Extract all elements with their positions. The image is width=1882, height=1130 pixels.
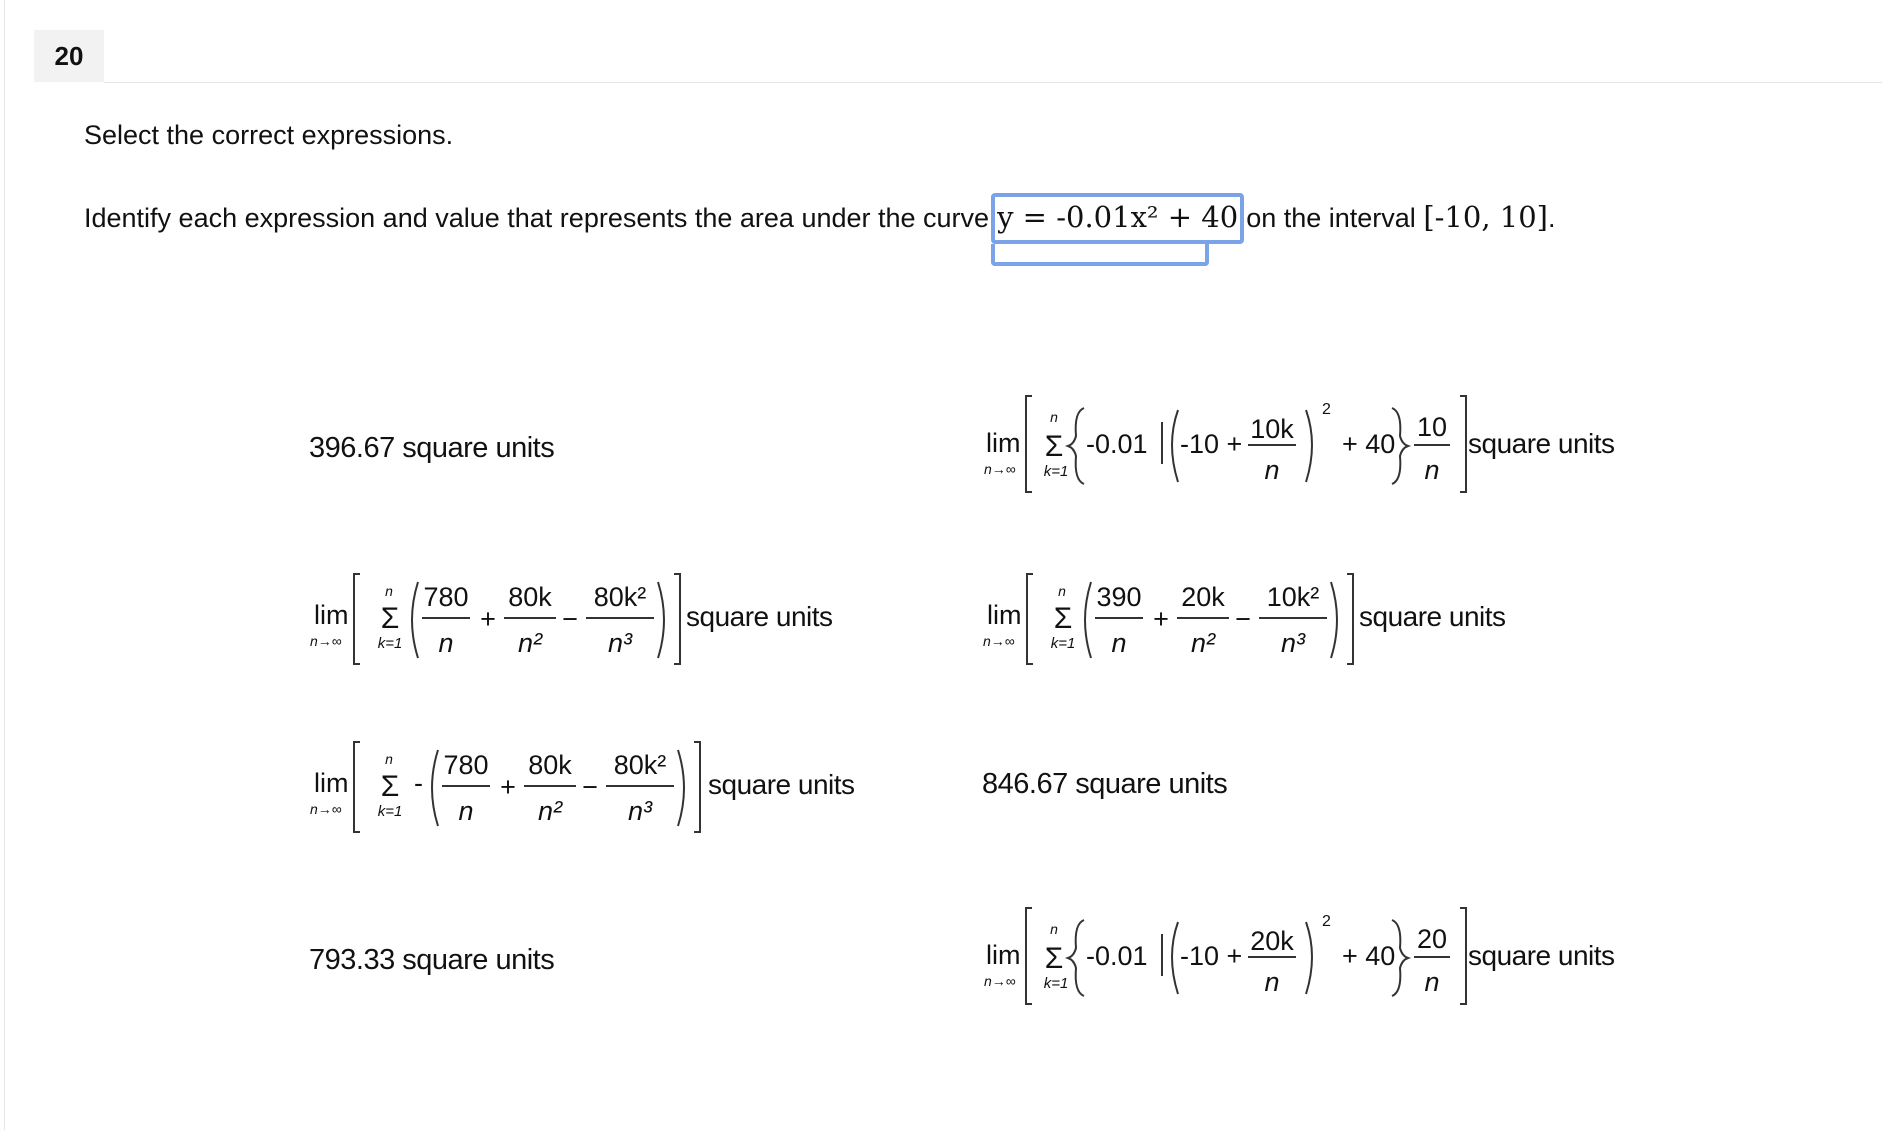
lim-subscript: n→∞ [984,461,1016,477]
option-riemann-sum-negative-780[interactable] [306,734,886,844]
width-den: n [1424,455,1440,485]
lim-subscript: n→∞ [984,973,1016,989]
left-paren [1085,582,1091,658]
units-label: square units [1468,428,1615,459]
sigma-icon: Σ [380,770,400,803]
left-paren [432,750,438,826]
coef: -0.01 [1086,429,1148,459]
op2: − [582,772,598,802]
term3-den: n³ [627,796,653,826]
term2-den: n² [517,628,543,658]
frac-num: 10k [1250,414,1294,444]
term2-den: n² [537,796,563,826]
term1-den: n [438,628,454,658]
sum-upper: n [1050,921,1058,937]
instruction-text: Select the correct expressions. [84,120,454,150]
left-bracket [1026,396,1032,492]
op1: + [500,772,516,802]
inner-a: -10 + [1180,429,1243,459]
sum-lower: k=1 [377,635,403,652]
interval-value: [-10, 10] [1423,200,1548,234]
left-brace [1068,920,1084,996]
question-prompt [84,198,1556,236]
term3-num: 10k² [1266,582,1320,612]
term3-num: 80k² [593,582,647,612]
op1: + [1153,604,1169,634]
term3-den: n³ [1280,628,1306,658]
term1-num: 390 [1096,582,1142,612]
lim-subscript: n→∞ [983,633,1015,649]
sum-upper: n [385,583,393,599]
op2: − [1235,604,1251,634]
width-num: 20 [1416,924,1448,954]
sum-lower: k=1 [1043,463,1069,480]
left-paren [1172,410,1178,482]
option-riemann-sum-780[interactable] [306,566,866,676]
prompt-prefix: Identify each expression and value that represents the area under the curve [84,203,990,233]
left-paren [412,582,418,658]
left-bracket [1026,908,1032,1004]
right-paren [678,750,684,826]
left-bracket [354,742,360,832]
frac-num: 20k [1250,926,1294,956]
term3-den: n³ [607,628,633,658]
units-label: square units [708,769,855,800]
exponent: 2 [1322,913,1331,930]
units-label: square units [686,601,833,632]
sum-lower: k=1 [377,803,403,820]
exponent: 2 [1322,401,1331,418]
left-paren [1172,922,1178,994]
op1: + [480,604,496,634]
curve-equation: y = -0.01x² + 40 [991,198,1244,236]
option-riemann-sum-width-20[interactable] [980,902,1640,1012]
right-bracket [694,742,700,832]
term2-num: 20k [1181,582,1225,612]
sum-lower: k=1 [1043,975,1069,992]
sigma-icon: Σ [380,602,400,635]
coef: -0.01 [1086,941,1148,971]
inner-a: -10 + [1180,941,1243,971]
lim-label: lim [986,428,1021,458]
right-paren [1306,922,1312,994]
lim-subscript: n→∞ [310,633,342,649]
term2-den: n² [1190,628,1216,658]
lim-label: lim [986,940,1021,970]
sum-lower: k=1 [1050,635,1076,652]
right-bracket [1460,908,1466,1004]
term3-num: 80k² [613,750,667,780]
left-bracket [354,574,360,664]
lim-label: lim [314,600,349,630]
prompt-middle: on the interval [1246,203,1416,233]
sigma-icon: Σ [1044,430,1064,463]
option-793-33[interactable]: 793.33 square units [309,944,555,976]
prompt-end: . [1547,203,1556,233]
option-846-67[interactable]: 846.67 square units [982,768,1228,800]
units-label: square units [1468,940,1615,971]
plus-forty: + 40 [1342,941,1396,971]
left-bracket [1027,574,1033,664]
lim-subscript: n→∞ [310,801,342,817]
sum-upper: n [385,751,393,767]
right-paren [1306,410,1312,482]
term1-num: 780 [423,582,469,612]
width-den: n [1424,967,1440,997]
sigma-icon: Σ [1044,942,1064,975]
right-paren [658,582,664,658]
header-divider [104,82,1882,83]
term1-num: 780 [443,750,489,780]
lim-label: lim [314,768,349,798]
negative-sign: - [414,768,423,798]
sum-upper: n [1058,583,1066,599]
right-paren [1331,582,1337,658]
lim-label: lim [987,600,1022,630]
term2-num: 80k [528,750,572,780]
right-bracket [1347,574,1353,664]
option-riemann-sum-width-10[interactable] [980,390,1640,500]
term1-den: n [1111,628,1127,658]
units-label: square units [1359,601,1506,632]
term1-den: n [458,796,474,826]
right-bracket [1460,396,1466,492]
plus-forty: + 40 [1342,429,1396,459]
right-bracket [674,574,680,664]
option-396-67[interactable]: 396.67 square units [309,432,555,464]
sum-upper: n [1050,409,1058,425]
option-riemann-sum-390[interactable] [979,566,1539,676]
sigma-icon: Σ [1053,602,1073,635]
question-number: 20 [34,30,104,82]
frac-den: n [1264,455,1280,485]
op2: − [562,604,578,634]
left-brace [1068,408,1084,484]
width-num: 10 [1416,412,1448,442]
frac-den: n [1264,967,1280,997]
term2-num: 80k [508,582,552,612]
